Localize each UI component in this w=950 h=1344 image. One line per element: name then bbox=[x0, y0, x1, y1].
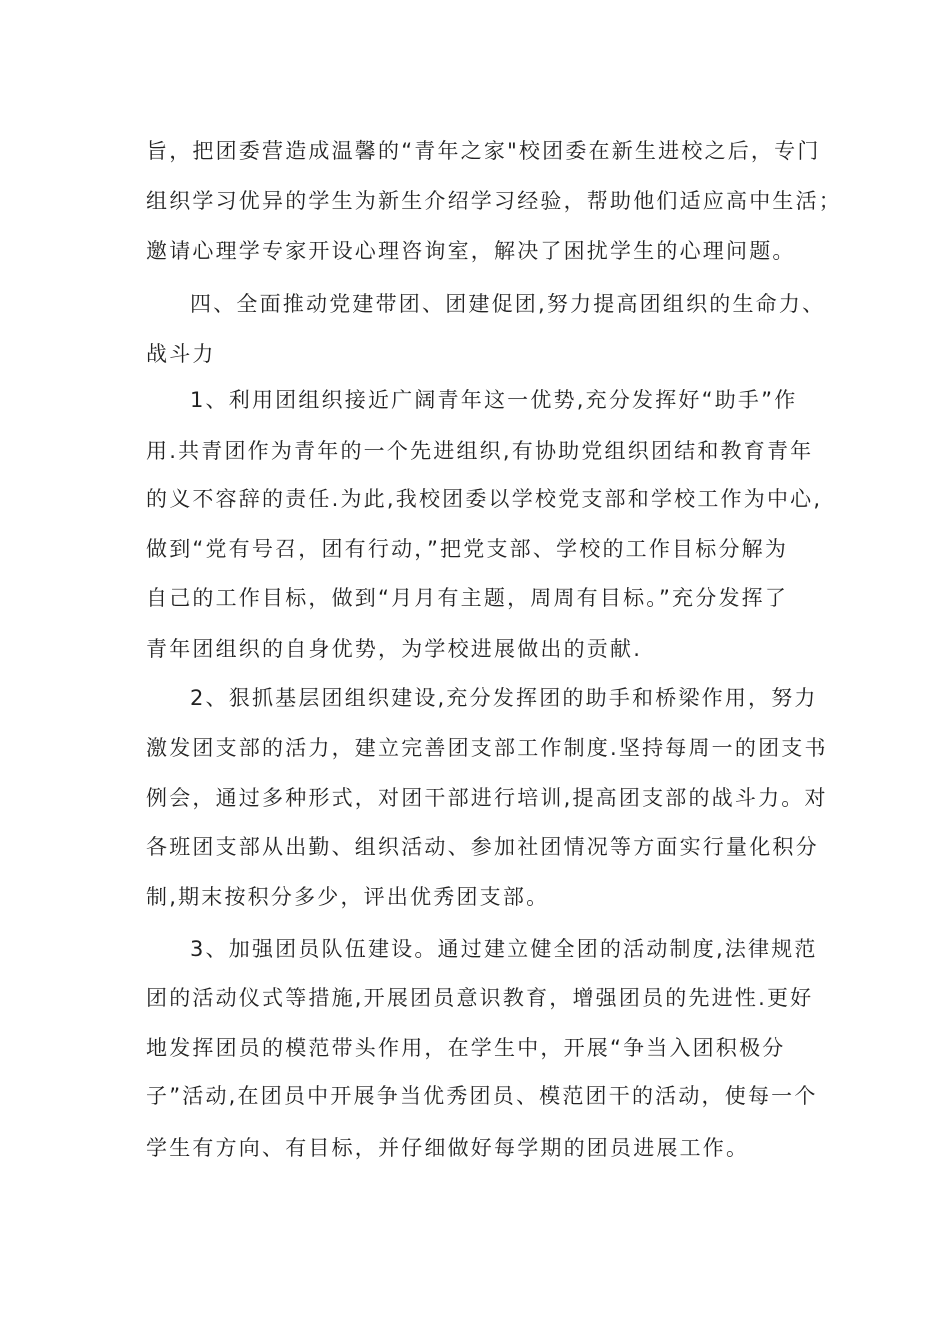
text-line: 制,期末按积分多少，评出优秀团支部。 bbox=[146, 885, 550, 909]
text-line: 做到“党有号召，团有行动，”把党支部、学校的工作目标分解为 bbox=[146, 537, 789, 561]
text-line: 地发挥团员的模范带头作用，在学生中，开展“争当入团积极分 bbox=[146, 1036, 786, 1060]
text-line: 子”活动,在团员中开展争当优秀团员、模范团干的活动，使每一个 bbox=[146, 1084, 818, 1108]
text-line: 旨，把团委营造成温馨的“青年之家"校团委在新生进校之后，专门 bbox=[146, 139, 821, 163]
section-heading-continuation: 战斗力 bbox=[146, 342, 216, 366]
text-line: 学生有方向、有目标，并仔细做好每学期的团员进展工作。 bbox=[146, 1136, 750, 1160]
text-line: 自己的工作目标，做到“月月有主题，周周有目标。”充分发挥了 bbox=[146, 586, 789, 610]
section-heading: 四、全面推动党建带团、团建促团,努力提高团组织的生命力、 bbox=[190, 292, 826, 316]
text-line: 组织学习优异的学生为新生介绍学习经验，帮助他们适应高中生活； bbox=[146, 189, 842, 213]
text-line: 团的活动仪式等措施,开展团员意识教育，增强团员的先进性.更好 bbox=[146, 986, 814, 1010]
text-line: 邀请心理学专家开设心理咨询室，解决了困扰学生的心理问题。 bbox=[146, 239, 796, 263]
paragraph-start: 3、加强团员队伍建设。通过建立健全团的活动制度,法律规范 bbox=[190, 937, 818, 961]
text-line: 青年团组织的自身优势，为学校进展做出的贡献. bbox=[146, 637, 643, 661]
text-line: 例会，通过多种形式，对团干部进行培训,提高团支部的战斗力。对 bbox=[146, 786, 828, 810]
paragraph-start: 2、狠抓基层团组织建设,充分发挥团的助手和桥梁作用，努力 bbox=[190, 686, 818, 710]
text-line: 各班团支部从出勤、组织活动、参加社团情况等方面实行量化积分 bbox=[146, 835, 819, 859]
text-line: 的义不容辞的责任.为此,我校团委以学校党支部和学校工作为中心, bbox=[146, 487, 823, 511]
paragraph-start: 1、利用团组织接近广阔青年这一优势,充分发挥好“助手”作 bbox=[190, 388, 798, 412]
text-line: 激发团支部的活力，建立完善团支部工作制度.坚持每周一的团支书 bbox=[146, 736, 828, 760]
text-line: 用.共青团作为青年的一个先进组织,有协助党组织团结和教育青年 bbox=[146, 439, 814, 463]
